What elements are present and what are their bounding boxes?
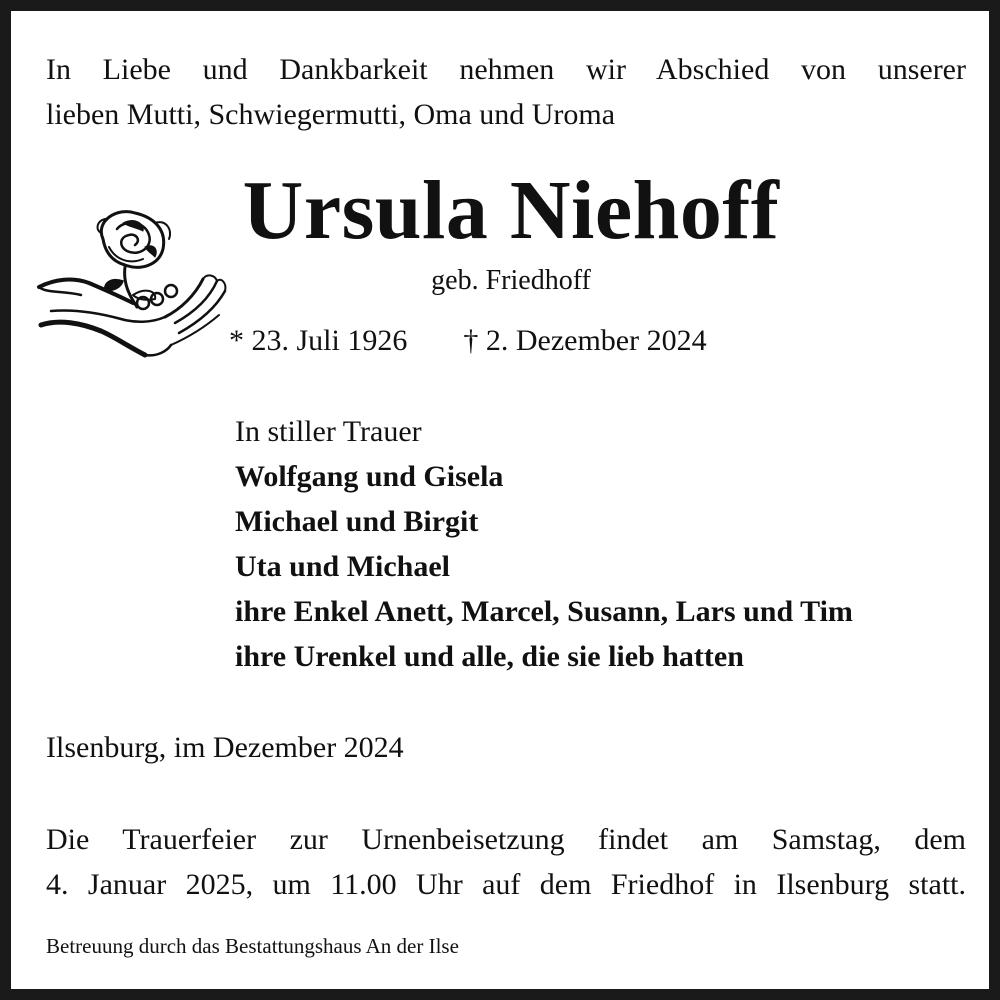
mourners-block — [235, 409, 853, 679]
place-and-date: Ilsenburg, im Dezember 2024 — [46, 731, 404, 764]
mourner-line: ihre Enkel Anett, Marcel, Susann, Lars und Tim — [235, 595, 853, 628]
mourner-line: Uta und Michael — [235, 550, 451, 583]
maiden-name: geb. Friedhoff — [431, 265, 591, 296]
intro-text — [46, 47, 966, 137]
intro-line: In Liebe und Dankbarkeit nehmen wir Abschied von unserer — [46, 53, 966, 86]
mourning-phrase: In stiller Trauer — [235, 415, 422, 448]
death-date: † 2. Dezember 2024 — [463, 324, 707, 357]
deceased-name: Ursula Niehoff — [242, 164, 780, 257]
ceremony-line: Die Trauerfeier zur Urnenbeisetzung findet am Samstag, dem — [46, 823, 966, 856]
life-dates — [229, 321, 707, 361]
intro-line: lieben Mutti, Schwiegermutti, Oma und Uroma — [46, 98, 616, 131]
ceremony-line: 4. Januar 2025, um 11.00 Uhr auf dem Friedhof in Ilsenburg statt. — [46, 868, 966, 901]
ceremony-text — [46, 817, 966, 907]
funeral-home-credit: Betreuung durch das Bestattungshaus An der Ilse — [46, 934, 459, 958]
mourner-line: Michael und Birgit — [235, 505, 479, 538]
birth-date: * 23. Juli 1926 — [229, 324, 408, 357]
mourner-line: Wolfgang und Gisela — [235, 460, 504, 493]
mourner-line: ihre Urenkel und alle, die sie lieb hatten — [235, 640, 744, 673]
